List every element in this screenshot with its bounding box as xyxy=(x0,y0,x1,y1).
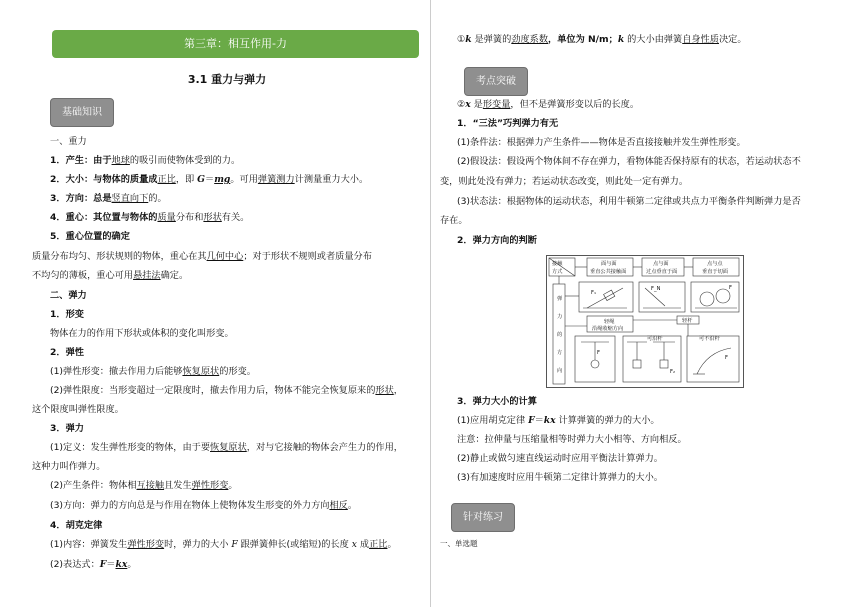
diagram-force-curved: F xyxy=(725,355,728,361)
text-line: ①k 是弹簧的劲度系数，单位为 N/m；k 的大小由弹簧自身性质决定。 xyxy=(457,34,747,45)
tag-key-points: 考点突破 xyxy=(464,67,528,96)
diagram-rope-sub: 沿绳收缩方向 xyxy=(592,326,624,332)
text-line: 3．方向：总是竖直向下的。 xyxy=(50,193,167,204)
diagram-side-1: 弹 xyxy=(557,296,563,302)
text-line: (2)产生条件：物体相互接触且发生弹性形变。 xyxy=(50,480,238,491)
elastic-force-direction-diagram xyxy=(546,255,744,388)
text-line: ②x 是形变量，但不是弹簧形变以后的长度。 xyxy=(457,99,640,110)
text-line: (1)定义：发生弹性形变的物体，由于要恢复原状，对与它接触的物体会产生力的作用， xyxy=(50,442,403,453)
text-line: (1)条件法：根据弹力产生条件——物体是否直接接触并发生弹性形变。 xyxy=(457,137,746,148)
text-line: (2)假设法：假设两个物体间不存在弹力，看物体能否保持原有的状态，若运动状态不 xyxy=(457,156,801,167)
text-line: 4．重心：其位置与物体的质量分布和形状有关。 xyxy=(50,212,250,223)
diagram-rod-label: 轻杆 xyxy=(682,318,693,324)
diagram-corner-top: 接触 xyxy=(552,261,563,267)
chapter-banner: 第三章：相互作用-力 xyxy=(52,30,419,58)
text-line: 2．弹性 xyxy=(50,347,84,358)
text-line: 2．大小：与物体的质量成正比，即 G＝mg。可用弹簧测力计测量重力大小。 xyxy=(50,174,369,185)
diagram-rope-label: 轻绳 xyxy=(604,319,615,325)
diagram-rod-not: 可不沿杆 xyxy=(699,336,720,342)
text-line: (1)内容：弹簧发生弹性形变时，弹力的大小 F 跟弹簧伸长(或缩短)的长度 x 成正比。 xyxy=(50,539,397,550)
diagram-force-f: F xyxy=(729,285,732,291)
column-divider xyxy=(430,0,431,607)
heading-elastic: 二、弹力 xyxy=(50,290,87,301)
diagram-c2-title: 点与面 xyxy=(653,261,669,267)
text-line: 4．胡克定律 xyxy=(50,520,103,531)
heading-gravity: 一、重力 xyxy=(50,136,87,147)
text-line: (2)表达式：F＝kx。 xyxy=(50,559,137,570)
diagram-force-fn: F_N xyxy=(651,286,661,292)
diagram-corner-bottom: 方式 xyxy=(552,269,563,275)
text-line: (2)静止或做匀速直线运动时应用平衡法计算弹力。 xyxy=(457,453,663,464)
text-line: 2．弹力方向的判断 xyxy=(457,235,537,246)
diagram-side-2: 力 xyxy=(557,314,563,320)
section-title: 3.1 重力与弹力 xyxy=(187,73,267,86)
diagram-c1-title: 面与面 xyxy=(601,261,617,267)
text-line: 5．重心位置的确定 xyxy=(50,231,130,242)
diagram-c3-title: 点与点 xyxy=(707,261,723,267)
text-line: (3)有加速度时应用牛顿第二定律计算弹力的大小。 xyxy=(457,472,663,483)
text-line: 一、单选题 xyxy=(440,539,478,548)
text-line: 不均匀的薄板，重心可用悬挂法确定。 xyxy=(32,270,189,281)
text-line: 3．弹力 xyxy=(50,423,84,434)
diagram-force-f1: F₁ xyxy=(591,290,597,296)
text-line: 3．弹力大小的计算 xyxy=(457,396,537,407)
diagram-rod-fixed: 可沿杆 xyxy=(647,336,663,342)
tag-basic-knowledge: 基础知识 xyxy=(50,98,114,127)
text-line: 物体在力的作用下形状或体积的变化叫形变。 xyxy=(50,328,234,339)
text-line: 1．产生：由于地球的吸引而使物体受到的力。 xyxy=(50,155,241,166)
tag-practice: 针对练习 xyxy=(451,503,515,532)
text-line: (2)弹性限度：当形变超过一定限度时，撤去作用力后，物体不能完全恢复原来的形状， xyxy=(50,385,403,396)
text-line: 1．形变 xyxy=(50,309,84,320)
text-line: (3)状态法：根据物体的运动状态，利用牛顿第二定律或共点力平衡条件判断弹力是否 xyxy=(457,196,801,207)
diagram-side-5: 向 xyxy=(557,368,563,374)
diagram-force-f2: F₂ xyxy=(670,369,676,375)
diagram-c1-sub: 垂直公共接触面 xyxy=(590,269,627,275)
text-line: 1．“三法”巧判弹力有无 xyxy=(457,118,559,129)
text-line: 存在。 xyxy=(440,215,468,226)
diagram-force-rope: F xyxy=(597,350,600,356)
text-line: (3)方向：弹力的方向总是与作用在物体上使物体发生形变的外力方向相反。 xyxy=(50,500,358,511)
text-line: 这个限度叫弹性限度。 xyxy=(32,404,124,415)
diagram-side-4: 方 xyxy=(557,350,563,356)
text-line: 这种力叫作弹力。 xyxy=(32,461,106,472)
text-line: 质量分布均匀、形状规则的物体，重心在其几何中心；对于形状不规则或者质量分布 xyxy=(32,251,372,262)
text-line: 变，则此处没有弹力；若运动状态改变，则此处一定有弹力。 xyxy=(440,176,689,187)
diagram-c3-sub: 垂直于切面 xyxy=(702,269,728,275)
diagram-side-3: 的 xyxy=(557,332,563,338)
text-line: (1)应用胡克定律 F＝kx 计算弹簧的弹力的大小。 xyxy=(457,415,660,426)
text-line: (1)弹性形变：撤去作用力后能够恢复原状的形变。 xyxy=(50,366,256,377)
text-line: 注意：拉伸量与压缩量相等时弹力大小相等、方向相反。 xyxy=(457,434,687,445)
diagram-c2-sub: 过点垂直于面 xyxy=(646,269,678,275)
